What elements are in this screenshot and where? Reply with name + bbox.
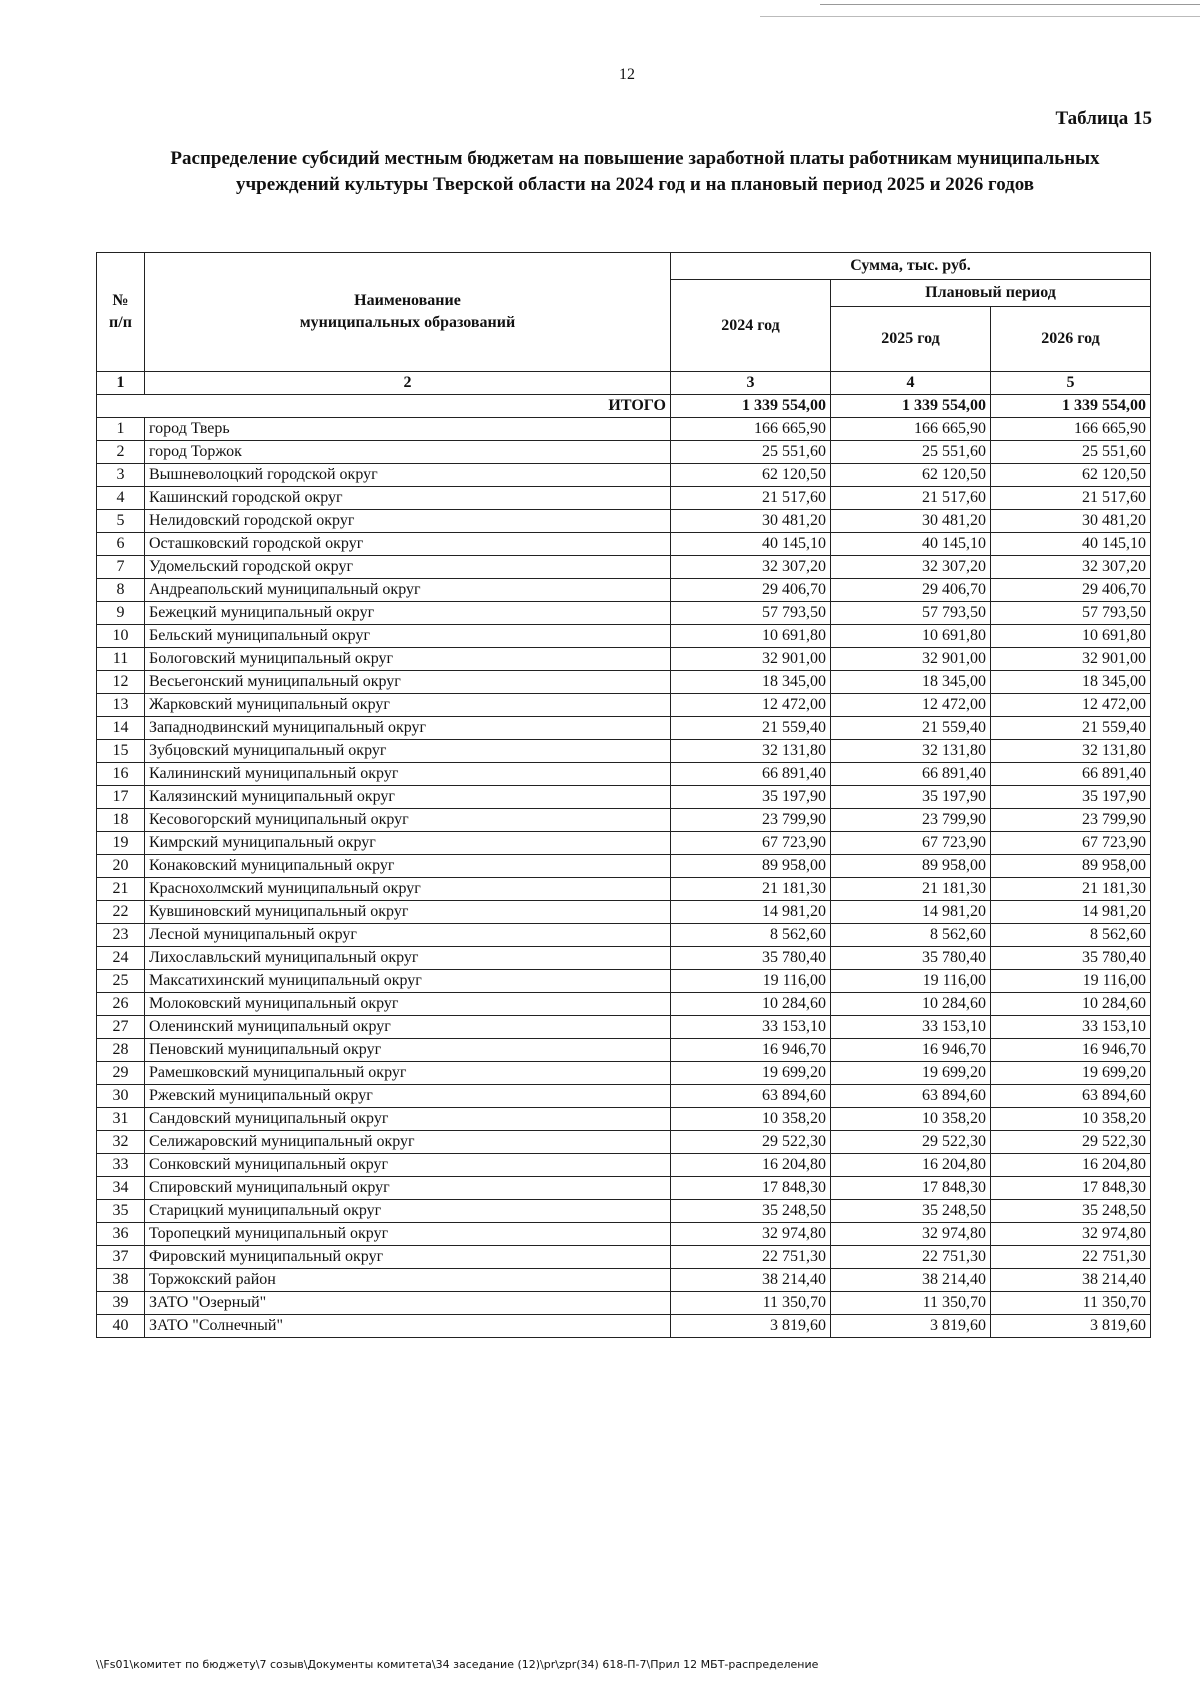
subsidy-table: [96, 252, 1151, 1338]
amount-2024: 22 751,30: [671, 1246, 831, 1269]
table-row: [97, 763, 1151, 786]
table-row: [97, 970, 1151, 993]
municipality-name: Андреапольский муниципальный округ: [145, 579, 671, 602]
total-2024: 1 339 554,00: [671, 395, 831, 418]
amount-2024: 35 248,50: [671, 1200, 831, 1223]
municipality-name: Ржевский муниципальный округ: [145, 1085, 671, 1108]
amount-2025: 16 204,80: [831, 1154, 991, 1177]
amount-2025: 8 562,60: [831, 924, 991, 947]
municipality-name: Вышневолоцкий городской округ: [145, 464, 671, 487]
amount-2025: 40 145,10: [831, 533, 991, 556]
table-row: [97, 1246, 1151, 1269]
amount-2025: 166 665,90: [831, 418, 991, 441]
amount-2024: 21 181,30: [671, 878, 831, 901]
amount-2026: 35 248,50: [991, 1200, 1151, 1223]
municipality-name: Лесной муниципальный округ: [145, 924, 671, 947]
table-row: [97, 924, 1151, 947]
header-number: № п/п: [97, 253, 145, 372]
amount-2026: 66 891,40: [991, 763, 1151, 786]
row-number: 40: [97, 1315, 145, 1338]
header-2025: 2025 год: [831, 307, 991, 372]
row-number: 1: [97, 418, 145, 441]
amount-2024: 66 891,40: [671, 763, 831, 786]
municipality-name: Конаковский муниципальный округ: [145, 855, 671, 878]
amount-2024: 57 793,50: [671, 602, 831, 625]
amount-2026: 32 131,80: [991, 740, 1151, 763]
amount-2025: 29 522,30: [831, 1131, 991, 1154]
amount-2026: 30 481,20: [991, 510, 1151, 533]
row-number: 4: [97, 487, 145, 510]
row-number: 24: [97, 947, 145, 970]
table-row: [97, 1108, 1151, 1131]
municipality-name: Весьегонский муниципальный округ: [145, 671, 671, 694]
table-row: [97, 1062, 1151, 1085]
scan-rule: [760, 16, 1200, 17]
amount-2026: 8 562,60: [991, 924, 1151, 947]
amount-2024: 62 120,50: [671, 464, 831, 487]
amount-2026: 62 120,50: [991, 464, 1151, 487]
amount-2025: 3 819,60: [831, 1315, 991, 1338]
amount-2026: 40 145,10: [991, 533, 1151, 556]
column-number: 5: [991, 372, 1151, 395]
amount-2025: 89 958,00: [831, 855, 991, 878]
table-row: [97, 947, 1151, 970]
amount-2025: 23 799,90: [831, 809, 991, 832]
amount-2025: 21 517,60: [831, 487, 991, 510]
amount-2024: 12 472,00: [671, 694, 831, 717]
municipality-name: Кашинский городской округ: [145, 487, 671, 510]
amount-2024: 40 145,10: [671, 533, 831, 556]
column-number: 3: [671, 372, 831, 395]
row-number: 14: [97, 717, 145, 740]
amount-2026: 16 204,80: [991, 1154, 1151, 1177]
amount-2025: 21 181,30: [831, 878, 991, 901]
amount-2025: 35 197,90: [831, 786, 991, 809]
amount-2025: 32 974,80: [831, 1223, 991, 1246]
municipality-name: Бологовский муниципальный округ: [145, 648, 671, 671]
row-number: 2: [97, 441, 145, 464]
table-row: [97, 533, 1151, 556]
municipality-name: Молоковский муниципальный округ: [145, 993, 671, 1016]
amount-2025: 38 214,40: [831, 1269, 991, 1292]
amount-2024: 17 848,30: [671, 1177, 831, 1200]
table-row: [97, 1269, 1151, 1292]
amount-2025: 32 307,20: [831, 556, 991, 579]
row-number: 12: [97, 671, 145, 694]
row-number: 38: [97, 1269, 145, 1292]
amount-2025: 66 891,40: [831, 763, 991, 786]
row-number: 32: [97, 1131, 145, 1154]
amount-2025: 14 981,20: [831, 901, 991, 924]
municipality-name: Калязинский муниципальный округ: [145, 786, 671, 809]
row-number: 23: [97, 924, 145, 947]
title-line-2: учреждений культуры Тверской области на 2024 год и на плановый период 2025 и 2026 годов: [235, 174, 1035, 195]
table-row: [97, 786, 1151, 809]
row-number: 36: [97, 1223, 145, 1246]
row-number: 18: [97, 809, 145, 832]
amount-2026: 63 894,60: [991, 1085, 1151, 1108]
amount-2024: 29 406,70: [671, 579, 831, 602]
amount-2025: 16 946,70: [831, 1039, 991, 1062]
table-row: [97, 1154, 1151, 1177]
municipality-name: Лихославльский муниципальный округ: [145, 947, 671, 970]
municipality-name: город Торжок: [145, 441, 671, 464]
column-number: 4: [831, 372, 991, 395]
amount-2024: 10 691,80: [671, 625, 831, 648]
table-row: [97, 855, 1151, 878]
amount-2024: 16 946,70: [671, 1039, 831, 1062]
table-row: [97, 1131, 1151, 1154]
row-number: 33: [97, 1154, 145, 1177]
row-number: 21: [97, 878, 145, 901]
amount-2026: 21 181,30: [991, 878, 1151, 901]
amount-2025: 29 406,70: [831, 579, 991, 602]
amount-2026: 35 197,90: [991, 786, 1151, 809]
amount-2025: 67 723,90: [831, 832, 991, 855]
amount-2024: 21 559,40: [671, 717, 831, 740]
table-row: [97, 487, 1151, 510]
amount-2025: 25 551,60: [831, 441, 991, 464]
municipality-name: Торопецкий муниципальный округ: [145, 1223, 671, 1246]
amount-2026: 166 665,90: [991, 418, 1151, 441]
municipality-name: Сандовский муниципальный округ: [145, 1108, 671, 1131]
amount-2026: 10 284,60: [991, 993, 1151, 1016]
amount-2024: 10 358,20: [671, 1108, 831, 1131]
municipality-name: Бежецкий муниципальный округ: [145, 602, 671, 625]
amount-2024: 19 699,20: [671, 1062, 831, 1085]
row-number: 37: [97, 1246, 145, 1269]
municipality-name: Краснохолмский муниципальный округ: [145, 878, 671, 901]
amount-2024: 11 350,70: [671, 1292, 831, 1315]
table-row: [97, 717, 1151, 740]
table-row: [97, 832, 1151, 855]
amount-2026: 10 358,20: [991, 1108, 1151, 1131]
table-row: [97, 441, 1151, 464]
amount-2024: 23 799,90: [671, 809, 831, 832]
amount-2025: 19 116,00: [831, 970, 991, 993]
amount-2024: 32 131,80: [671, 740, 831, 763]
table-row: [97, 694, 1151, 717]
table-row: [97, 464, 1151, 487]
amount-2024: 29 522,30: [671, 1131, 831, 1154]
table-body: [97, 418, 1151, 1338]
table-row: [97, 1085, 1151, 1108]
amount-2024: 10 284,60: [671, 993, 831, 1016]
amount-2026: 16 946,70: [991, 1039, 1151, 1062]
amount-2024: 16 204,80: [671, 1154, 831, 1177]
row-number: 30: [97, 1085, 145, 1108]
municipality-name: Нелидовский городской округ: [145, 510, 671, 533]
amount-2025: 62 120,50: [831, 464, 991, 487]
amount-2026: 25 551,60: [991, 441, 1151, 464]
row-number: 25: [97, 970, 145, 993]
amount-2024: 30 481,20: [671, 510, 831, 533]
amount-2024: 32 901,00: [671, 648, 831, 671]
amount-2026: 21 517,60: [991, 487, 1151, 510]
amount-2026: 17 848,30: [991, 1177, 1151, 1200]
municipality-name: Максатихинский муниципальный округ: [145, 970, 671, 993]
amount-2025: 17 848,30: [831, 1177, 991, 1200]
amount-2024: 3 819,60: [671, 1315, 831, 1338]
row-number: 26: [97, 993, 145, 1016]
scan-rule: [820, 4, 1200, 5]
municipality-name: Западнодвинский муниципальный округ: [145, 717, 671, 740]
municipality-name: Кувшиновский муниципальный округ: [145, 901, 671, 924]
amount-2024: 38 214,40: [671, 1269, 831, 1292]
amount-2026: 10 691,80: [991, 625, 1151, 648]
column-number: 2: [145, 372, 671, 395]
amount-2025: 18 345,00: [831, 671, 991, 694]
page-number: 12: [619, 66, 635, 83]
table-row: [97, 740, 1151, 763]
amount-2024: 8 562,60: [671, 924, 831, 947]
table-row: [97, 648, 1151, 671]
municipality-name: город Тверь: [145, 418, 671, 441]
amount-2025: 35 248,50: [831, 1200, 991, 1223]
total-2025: 1 339 554,00: [831, 395, 991, 418]
amount-2025: 11 350,70: [831, 1292, 991, 1315]
amount-2024: 89 958,00: [671, 855, 831, 878]
row-number: 31: [97, 1108, 145, 1131]
amount-2026: 14 981,20: [991, 901, 1151, 924]
row-number: 8: [97, 579, 145, 602]
amount-2026: 11 350,70: [991, 1292, 1151, 1315]
table-row: [97, 878, 1151, 901]
amount-2025: 10 358,20: [831, 1108, 991, 1131]
document-title: [110, 146, 1160, 198]
table-row: [97, 625, 1151, 648]
table-row: [97, 556, 1151, 579]
amount-2024: 67 723,90: [671, 832, 831, 855]
row-number: 9: [97, 602, 145, 625]
municipality-name: Оленинский муниципальный округ: [145, 1016, 671, 1039]
amount-2026: 12 472,00: [991, 694, 1151, 717]
title-line-1: Распределение субсидий местным бюджетам на повышение заработной платы работникам муниципальных: [170, 148, 1100, 169]
amount-2026: 32 974,80: [991, 1223, 1151, 1246]
table-row: [97, 510, 1151, 533]
row-number: 16: [97, 763, 145, 786]
table-row: [97, 1315, 1151, 1338]
municipality-name: Торжокский район: [145, 1269, 671, 1292]
amount-2026: 21 559,40: [991, 717, 1151, 740]
amount-2024: 19 116,00: [671, 970, 831, 993]
amount-2025: 12 472,00: [831, 694, 991, 717]
amount-2024: 35 197,90: [671, 786, 831, 809]
amount-2026: 35 780,40: [991, 947, 1151, 970]
row-number: 10: [97, 625, 145, 648]
municipality-name: Сонковский муниципальный округ: [145, 1154, 671, 1177]
row-number: 7: [97, 556, 145, 579]
table-row: [97, 418, 1151, 441]
municipality-name: Спировский муниципальный округ: [145, 1177, 671, 1200]
table-row: [97, 1039, 1151, 1062]
total-row: [97, 395, 1151, 418]
amount-2025: 33 153,10: [831, 1016, 991, 1039]
municipality-name: ЗАТО "Солнечный": [145, 1315, 671, 1338]
row-number: 19: [97, 832, 145, 855]
table-label: Таблица 15: [1055, 108, 1152, 129]
table-row: [97, 579, 1151, 602]
municipality-name: Калининский муниципальный округ: [145, 763, 671, 786]
amount-2024: 35 780,40: [671, 947, 831, 970]
municipality-name: Фировский муниципальный округ: [145, 1246, 671, 1269]
total-label: ИТОГО: [97, 395, 671, 418]
municipality-name: Пеновский муниципальный округ: [145, 1039, 671, 1062]
amount-2026: 33 153,10: [991, 1016, 1151, 1039]
amount-2026: 3 819,60: [991, 1315, 1151, 1338]
amount-2026: 89 958,00: [991, 855, 1151, 878]
row-number: 27: [97, 1016, 145, 1039]
municipality-name: Кимрский муниципальный округ: [145, 832, 671, 855]
amount-2026: 38 214,40: [991, 1269, 1151, 1292]
table-row: [97, 1016, 1151, 1039]
header-sum: Сумма, тыс. руб.: [671, 253, 1151, 280]
table-row: [97, 602, 1151, 625]
amount-2025: 35 780,40: [831, 947, 991, 970]
amount-2024: 18 345,00: [671, 671, 831, 694]
table-row: [97, 901, 1151, 924]
amount-2024: 21 517,60: [671, 487, 831, 510]
amount-2026: 67 723,90: [991, 832, 1151, 855]
amount-2025: 32 131,80: [831, 740, 991, 763]
file-path-footer: \\Fs01\комитет по бюджету\7 созыв\Документы комитета\34 заседание (12)\pr\zpr(34) 618-П-7\Прил 12 МБТ-распределение: [96, 1658, 819, 1671]
municipality-name: Рамешковский муниципальный округ: [145, 1062, 671, 1085]
table-row: [97, 1292, 1151, 1315]
amount-2025: 19 699,20: [831, 1062, 991, 1085]
header-plan-period: Плановый период: [831, 280, 1151, 307]
amount-2026: 18 345,00: [991, 671, 1151, 694]
amount-2026: 19 116,00: [991, 970, 1151, 993]
amount-2025: 32 901,00: [831, 648, 991, 671]
amount-2026: 23 799,90: [991, 809, 1151, 832]
amount-2024: 32 307,20: [671, 556, 831, 579]
row-number: 22: [97, 901, 145, 924]
row-number: 39: [97, 1292, 145, 1315]
header-2024: 2024 год: [671, 280, 831, 372]
row-number: 34: [97, 1177, 145, 1200]
table-row: [97, 671, 1151, 694]
table-row: [97, 809, 1151, 832]
table-row: [97, 1177, 1151, 1200]
amount-2024: 14 981,20: [671, 901, 831, 924]
row-number: 5: [97, 510, 145, 533]
amount-2025: 57 793,50: [831, 602, 991, 625]
row-number: 17: [97, 786, 145, 809]
amount-2024: 32 974,80: [671, 1223, 831, 1246]
column-number: 1: [97, 372, 145, 395]
amount-2026: 22 751,30: [991, 1246, 1151, 1269]
municipality-name: Селижаровский муниципальный округ: [145, 1131, 671, 1154]
row-number: 35: [97, 1200, 145, 1223]
amount-2026: 29 406,70: [991, 579, 1151, 602]
municipality-name: Кесовогорский муниципальный округ: [145, 809, 671, 832]
row-number: 28: [97, 1039, 145, 1062]
municipality-name: Бельский муниципальный округ: [145, 625, 671, 648]
table-row: [97, 1223, 1151, 1246]
table-row: [97, 1200, 1151, 1223]
table-row: [97, 993, 1151, 1016]
amount-2025: 10 284,60: [831, 993, 991, 1016]
amount-2025: 22 751,30: [831, 1246, 991, 1269]
amount-2026: 19 699,20: [991, 1062, 1151, 1085]
amount-2026: 32 901,00: [991, 648, 1151, 671]
amount-2026: 29 522,30: [991, 1131, 1151, 1154]
municipality-name: ЗАТО "Озерный": [145, 1292, 671, 1315]
total-2026: 1 339 554,00: [991, 395, 1151, 418]
municipality-name: Жарковский муниципальный округ: [145, 694, 671, 717]
amount-2026: 32 307,20: [991, 556, 1151, 579]
row-number: 13: [97, 694, 145, 717]
row-number: 15: [97, 740, 145, 763]
row-number: 11: [97, 648, 145, 671]
row-number: 20: [97, 855, 145, 878]
municipality-name: Старицкий муниципальный округ: [145, 1200, 671, 1223]
amount-2025: 21 559,40: [831, 717, 991, 740]
header-2026: 2026 год: [991, 307, 1151, 372]
municipality-name: Удомельский городской округ: [145, 556, 671, 579]
municipality-name: Зубцовский муниципальный округ: [145, 740, 671, 763]
amount-2024: 33 153,10: [671, 1016, 831, 1039]
amount-2025: 30 481,20: [831, 510, 991, 533]
amount-2024: 63 894,60: [671, 1085, 831, 1108]
row-number: 3: [97, 464, 145, 487]
municipality-name: Осташковский городской округ: [145, 533, 671, 556]
amount-2025: 63 894,60: [831, 1085, 991, 1108]
row-number: 29: [97, 1062, 145, 1085]
amount-2026: 57 793,50: [991, 602, 1151, 625]
amount-2024: 166 665,90: [671, 418, 831, 441]
row-number: 6: [97, 533, 145, 556]
header-name: Наименование муниципальных образований: [145, 253, 671, 372]
amount-2024: 25 551,60: [671, 441, 831, 464]
amount-2025: 10 691,80: [831, 625, 991, 648]
